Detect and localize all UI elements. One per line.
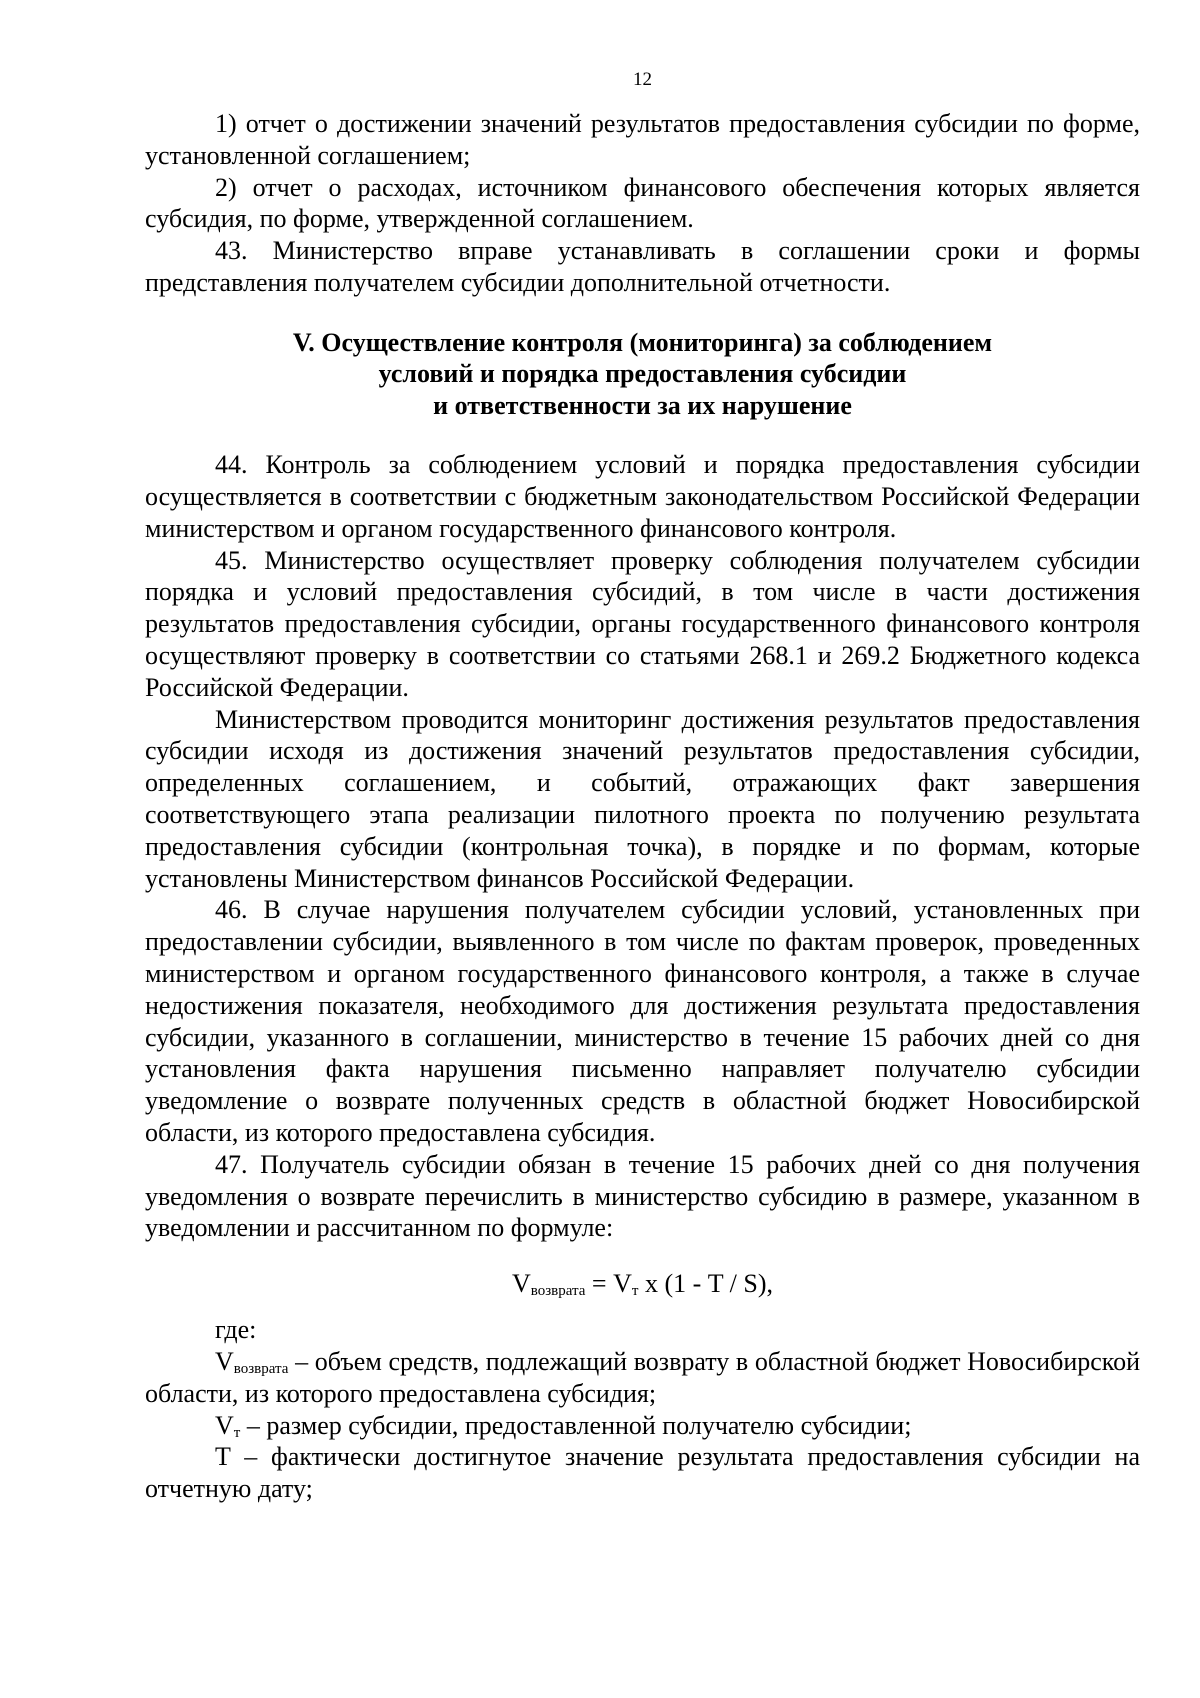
definition-v-t (145, 1410, 1140, 1442)
section-title-line-3: и ответственности за их нарушение (433, 390, 852, 420)
paragraph-45: 45. Министерство осуществляет проверку соблюдения получателем субсидии порядка и условий предоставления субсидий, в том числе в части достижения результатов предоставления субсидии, органы государственного финансового контроля осуществляют проверку в соответствии со статьями 268.1 и 269.2 Бюджетного кодекса Российской Федерации. (145, 545, 1140, 702)
definition-v-return (145, 1346, 1140, 1410)
definition-text: – фактически достигнутое значение результата предоставления субсидии на отчетную дату; (145, 1442, 1140, 1504)
definition-symbol: V (215, 1410, 234, 1440)
return-formula (145, 1268, 1140, 1300)
definition-subscript: т (233, 1424, 241, 1441)
paragraph-44: 44. Контроль за соблюдением условий и порядка предоставления субсидии осуществляется в соответствии с бюджетным законодательством Российской Федерации министерством и органом государственного финансового контроля. (145, 450, 1140, 543)
definition-text: – размер субсидии, предоставленной получателю субсидии; (240, 1410, 912, 1440)
formula-lhs-subscript: возврата (530, 1283, 586, 1300)
paragraph-report-2: 2) отчет о расходах, источником финансового обеспечения которых является субсидия, по форме, утвержденной соглашением. (145, 172, 1140, 234)
formula-lhs: V (511, 1269, 531, 1299)
formula-v-subscript: т (631, 1283, 639, 1300)
paragraph-46: 46. В случае нарушения получателем субсидии условий, установленных при предоставлении субсидии, выявленного в том числе по фактам проверок, проведенных министерством и органом государственного финансового контроля, а также в случае недостижения показателя, необходимого для достижения результата предоставления субсидии, указанного в соглашении, министерство в течение 15 рабочих дней со дня установления факта нарушения письменно направляет получателю субсидии уведомление о возврате полученных средств в областной бюджет Новосибирской области, из которого предоставлена субсидия. (145, 895, 1140, 1148)
formula-rest: х (1 - T / S), (638, 1269, 774, 1299)
document-page (145, 68, 1140, 1505)
definition-symbol: V (215, 1347, 234, 1376)
section-title-line-1: V. Осуществление контроля (мониторинга) за соблюдением (292, 327, 993, 357)
page-number: 12 (633, 69, 652, 90)
definition-t (145, 1441, 1140, 1505)
definition-subscript: возврата (233, 1361, 289, 1377)
where-label: где: (215, 1315, 257, 1345)
paragraph-report-1: 1) отчет о достижении значений результатов предоставления субсидии по форме, установленной соглашением; (145, 109, 1140, 170)
definition-text: – объем средств, подлежащий возврату в областной бюджет Новосибирской области, из которого предоставлена субсидия; (145, 1347, 1140, 1408)
paragraph-47: 47. Получатель субсидии обязан в течение 15 рабочих дней со дня получения уведомления о возврате перечислить в министерство субсидию в размере, указанном в уведомлении и рассчитанном по формуле: (145, 1149, 1140, 1243)
formula-v: V (613, 1269, 632, 1299)
definition-symbol: T (215, 1442, 231, 1472)
paragraph-43: 43. Министерство вправе устанавливать в соглашении сроки и формы представления получателем субсидии дополнительной отчетности. (145, 236, 1140, 297)
paragraph-monitoring: Министерством проводится мониторинг достижения результатов предоставления субсидии исходя из достижения значений результатов предоставления субсидии, определенных соглашением, и событий, отражающих факт завершения соответствующего этапа реализации пилотного проекта по получению результата предоставления субсидии (контрольная точка), в порядке и по формам, которые установлены Министерством финансов Российской Федерации. (145, 704, 1140, 893)
section-title-line-2: условий и порядка предоставления субсидии (378, 359, 907, 389)
formula-equals: = (585, 1269, 614, 1299)
section-title (145, 327, 1140, 422)
